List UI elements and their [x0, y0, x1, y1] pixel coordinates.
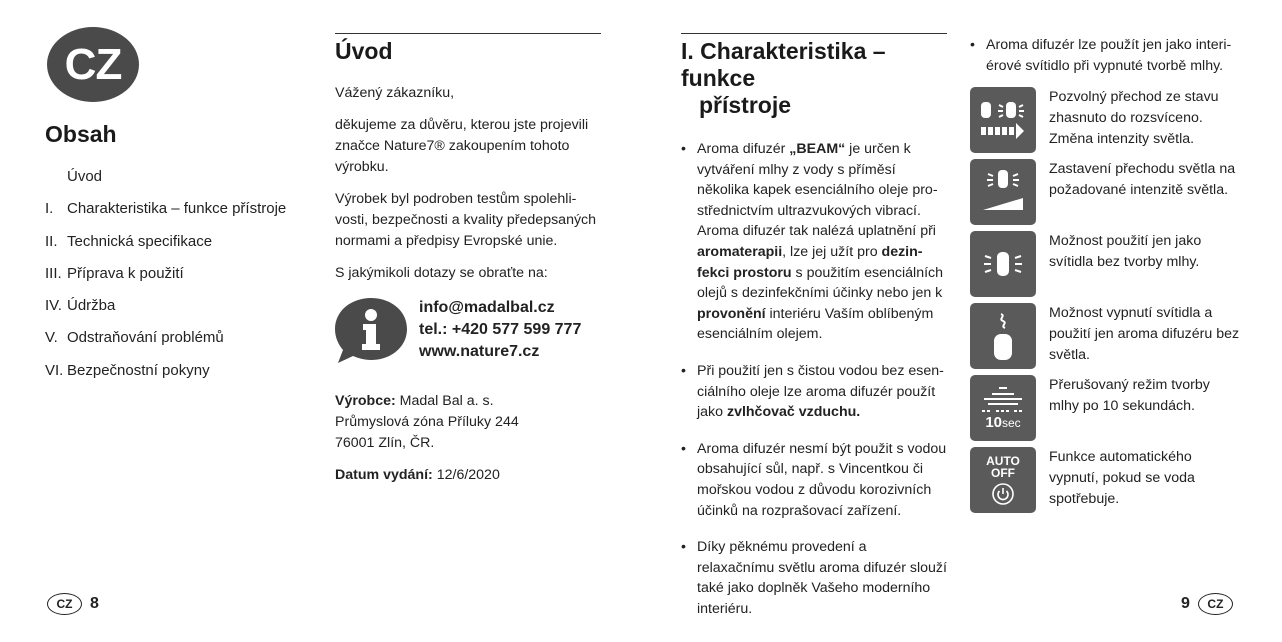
issue-date [335, 465, 601, 486]
contact-phone[interactable]: tel.: +420 577 599 777 [419, 321, 582, 338]
toc-item[interactable] [45, 200, 286, 232]
light-transition-icon [970, 87, 1036, 153]
address-line: 76001 Zlín, ČR. [335, 435, 435, 451]
toc-label: Bezpečnostní pokyny [67, 361, 210, 379]
interval-unit: sec [1002, 416, 1021, 430]
interval-label [985, 415, 1020, 431]
toc-title: Obsah [45, 121, 117, 147]
issue-date-label: Datum vydání: [335, 467, 433, 483]
function-row [970, 303, 1240, 375]
toc-item[interactable] [45, 233, 286, 265]
contact-website[interactable]: www.nature7.cz [419, 343, 540, 360]
toc-label: Odstraňování problémů [67, 329, 224, 347]
function-text: Pozvolný přechod ze stavu zhasnuto do rozsvíceno. Změna intenzity světla. [1049, 89, 1219, 147]
function-row [970, 447, 1240, 519]
top-bullet-list [970, 35, 1240, 77]
features-heading-line: I. Charakteristika – funkce [681, 38, 886, 91]
toc-num [45, 168, 67, 200]
off-label: OFF [991, 465, 1015, 480]
toc-item[interactable] [45, 168, 286, 200]
toc-label: Úvod [67, 168, 103, 185]
section-rule [335, 33, 601, 34]
toc-num: V. [45, 329, 58, 347]
mist-only-icon [970, 303, 1036, 369]
section-rule [681, 33, 947, 34]
function-row [970, 87, 1240, 159]
toc-num: I. [45, 200, 54, 218]
features-section [681, 33, 947, 635]
intro-paragraph: S jakýmikoli dotazy se obraťte na: [335, 265, 548, 281]
toc-item[interactable] [45, 297, 286, 329]
contact-block [333, 295, 601, 365]
auto-label: AUTO [986, 453, 1020, 468]
toc-item[interactable] [45, 265, 286, 297]
functions-section [970, 35, 1240, 519]
light-only-icon [970, 231, 1036, 297]
features-heading-line: přístroje [699, 92, 792, 118]
page-number: 8 [90, 595, 99, 612]
footer-right [1181, 593, 1233, 615]
feature-list [681, 139, 947, 619]
manufacturer-label: Výrobce: [335, 393, 396, 409]
footer-left [47, 593, 99, 615]
interval-number: 10 [985, 414, 1002, 431]
list-item: • Aroma difuzér „BEAM“ je určen k vytváření mlhy z vody s příměsí několika kapek esenciálního oleje pro-střednictvím ultrazvukových vibrací. Aroma difuzér tak nalézá uplatnění při aromaterapii, lze jej užít pro dezin-fekci prostoru s použitím esenciálních olejů s dezinfekčními účinky nebo jen k provonění interiéru Vaším oblíbeným esenciálním olejem. [681, 139, 947, 345]
toc-num: IV. [45, 297, 62, 315]
function-row [970, 159, 1240, 231]
function-text: Přerušovaný režim tvorby mlhy po 10 sekundách. [1049, 377, 1210, 414]
footer-language-badge: CZ [47, 593, 82, 615]
features-heading [681, 38, 947, 119]
intro-paragraph: děkujeme za důvěru, kterou jste projevili značce Nature7® zakoupením tohoto výrobku. [335, 117, 589, 175]
function-text: Zastavení přechodu světla na požadované intenzitě světla. [1049, 161, 1236, 198]
info-icon [333, 295, 411, 365]
greeting: Vážený zákazníku, [335, 85, 455, 101]
language-badge: CZ [47, 27, 139, 102]
toc-num: II. [45, 232, 58, 250]
toc-num: III. [45, 264, 62, 282]
toc-item[interactable] [45, 362, 286, 394]
intro-heading: Úvod [335, 38, 393, 64]
toc-num: VI. [45, 361, 64, 379]
power-icon [991, 482, 1015, 506]
interval-mist-icon [970, 375, 1036, 441]
intro-paragraph: Výrobek byl podroben testům spolehli-vosti, bezpečnosti a kvality předepsaných normami a předpisy Evropské unie. [335, 191, 597, 249]
function-text: Možnost vypnutí svítidla a použití jen aroma difuzéru bez světla. [1049, 305, 1240, 363]
toc-label: Charakteristika – funkce přístroje [67, 200, 287, 218]
toc-label: Příprava k použití [67, 264, 184, 282]
manufacturer [335, 391, 601, 412]
function-row [970, 375, 1240, 447]
contact-email[interactable]: info@madalbal.cz [419, 299, 555, 316]
intro-section [335, 33, 601, 486]
manufacturer-name: Madal Bal a. s. [399, 393, 494, 409]
table-of-contents [45, 168, 286, 394]
issue-date-value: 12/6/2020 [436, 467, 500, 483]
light-stop-icon [970, 159, 1036, 225]
page-number: 9 [1181, 595, 1190, 612]
auto-off-icon [970, 447, 1036, 513]
toc-item[interactable] [45, 329, 286, 361]
list-item: • Díky pěknému provedení a relaxačnímu světlu aroma difuzér slouží také jako doplněk Vašeho moderního interiéru. [681, 537, 947, 619]
address-line: Průmyslová zóna Příluky 244 [335, 414, 519, 430]
list-item: • Aroma difuzér nesmí být použit s vodou obsahující sůl, např. s Vincentkou či mořskou vodou z důvodu korozivních účinků na rozprašovací zařízení. [681, 439, 947, 521]
toc-label: Technická specifikace [67, 232, 213, 250]
list-item: • Při použití jen s čistou vodou bez esen-ciálního oleje lze aroma difuzér použít jako zvlhčovač vzduchu. [681, 361, 947, 423]
function-row [970, 231, 1240, 303]
function-text: Možnost použití jen jako svítidla bez tvorby mlhy. [1049, 233, 1202, 270]
list-item: • Aroma difuzér lze použít jen jako interi-érové svítidlo při vypnuté tvorbě mlhy. [970, 35, 1240, 77]
function-text: Funkce automatického vypnutí, pokud se voda spotřebuje. [1049, 449, 1195, 507]
toc-label: Údržba [67, 297, 116, 315]
footer-language-badge: CZ [1198, 593, 1233, 615]
